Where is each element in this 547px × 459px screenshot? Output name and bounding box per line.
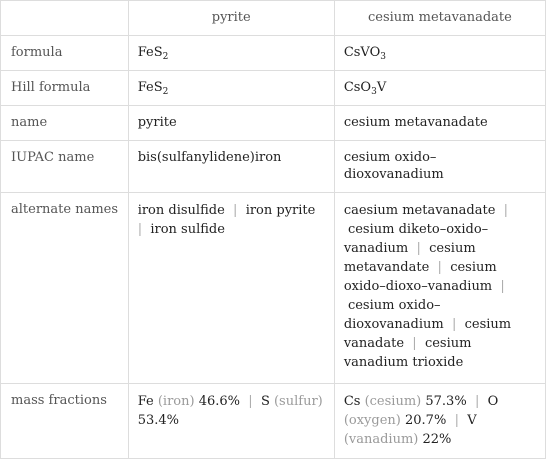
- element-symbol: O: [487, 394, 499, 409]
- header-pyrite: pyrite: [128, 1, 334, 36]
- formula-pyrite: [128, 36, 334, 71]
- alternate-name-item: cesium vanadium trioxide: [343, 336, 472, 370]
- formula-subscript: 2: [162, 87, 169, 97]
- alternate-name-separator: |: [443, 317, 465, 332]
- formula-base: CsO: [343, 80, 372, 95]
- row-label-name: name: [1, 106, 129, 141]
- alternate-name-item: cesium diketo–oxido–vanadium: [343, 222, 489, 256]
- iupac-name-cesium-metavanadate: cesium oxido–dioxovanadium: [334, 141, 545, 193]
- row-alternate-names: [1, 193, 546, 384]
- element-name: (oxygen): [343, 413, 401, 428]
- alternate-name-separator: |: [224, 203, 246, 218]
- alternate-name-item: cesium vanadate: [343, 317, 512, 351]
- formula-tail: V: [376, 80, 387, 95]
- alternate-name-separator: |: [429, 260, 451, 275]
- alternate-name-item: caesium metavanadate: [343, 203, 496, 218]
- header-row: [1, 1, 546, 36]
- hill-formula-cesium-metavanadate: [334, 71, 545, 106]
- mass-fraction-value: 57.3%: [425, 394, 467, 409]
- row-formula: [1, 36, 546, 71]
- row-iupac-name: [1, 141, 546, 193]
- element-name: (vanadium): [343, 432, 419, 447]
- alternate-name-item: cesium oxido–dioxo–vanadium: [343, 260, 497, 294]
- alternate-names-pyrite: [128, 193, 334, 384]
- alternate-name-item: cesium metavandate: [343, 241, 476, 275]
- formula-base: CsVO: [343, 45, 381, 60]
- hill-formula-pyrite: [128, 71, 334, 106]
- formula-subscript: 2: [162, 52, 169, 62]
- mass-fraction-separator: |: [446, 413, 468, 428]
- formula-cesium-metavanadate: [334, 36, 545, 71]
- formula-subscript: 3: [380, 52, 386, 62]
- element-symbol: Cs: [343, 394, 361, 409]
- name-cesium-metavanadate: cesium metavanadate: [334, 106, 545, 141]
- alternate-name-item: iron sulfide: [150, 222, 225, 237]
- mass-fraction-item: [344, 394, 467, 409]
- formula-base: FeS: [137, 80, 163, 95]
- row-label-formula: formula: [1, 36, 129, 71]
- header-cesium-metavanadate: cesium metavanadate: [334, 1, 545, 36]
- alternate-name-item: iron pyrite: [245, 203, 316, 218]
- alternate-name-separator: |: [408, 241, 430, 256]
- header-empty-cell: [1, 1, 129, 36]
- mass-fractions-cesium-metavanadate: [334, 384, 545, 459]
- mass-fraction-value: 22%: [422, 432, 452, 447]
- alternate-names-cesium-metavanadate: [334, 193, 545, 384]
- row-mass-fractions: [1, 384, 546, 459]
- mass-fraction-value: 53.4%: [137, 413, 179, 428]
- alternate-name-separator: |: [343, 279, 505, 313]
- mass-fraction-value: 46.6%: [198, 394, 241, 409]
- alternate-name-separator: |: [343, 203, 509, 237]
- mass-fraction-item: [138, 394, 240, 409]
- row-name: [1, 106, 546, 141]
- element-name: (sulfur): [273, 394, 323, 409]
- formula-subscript: 3: [371, 87, 377, 97]
- row-label-alternate-names: alternate names: [1, 193, 129, 384]
- row-label-iupac-name: IUPAC name: [1, 141, 129, 193]
- alternate-name-item: iron disulfide: [137, 203, 225, 218]
- element-name: (iron): [157, 394, 195, 409]
- element-symbol: V: [467, 413, 477, 428]
- mass-fractions-pyrite: [128, 384, 334, 459]
- row-label-hill-formula: Hill formula: [1, 71, 129, 106]
- mass-fraction-separator: |: [240, 394, 261, 409]
- row-hill-formula: [1, 71, 546, 106]
- alternate-name-separator: |: [137, 203, 320, 237]
- formula-base: FeS: [137, 45, 163, 60]
- element-symbol: Fe: [137, 394, 154, 409]
- alternate-name-item: cesium oxido–dioxovanadium: [343, 298, 444, 332]
- row-label-mass-fractions: mass fractions: [1, 384, 129, 459]
- element-name: (cesium): [364, 394, 422, 409]
- mass-fraction-separator: |: [466, 394, 488, 409]
- alternate-name-separator: |: [404, 336, 425, 351]
- name-pyrite: pyrite: [128, 106, 334, 141]
- mass-fraction-value: 20.7%: [405, 413, 447, 428]
- element-symbol: S: [260, 394, 270, 409]
- iupac-name-pyrite: bis(sulfanylidene)iron: [128, 141, 334, 193]
